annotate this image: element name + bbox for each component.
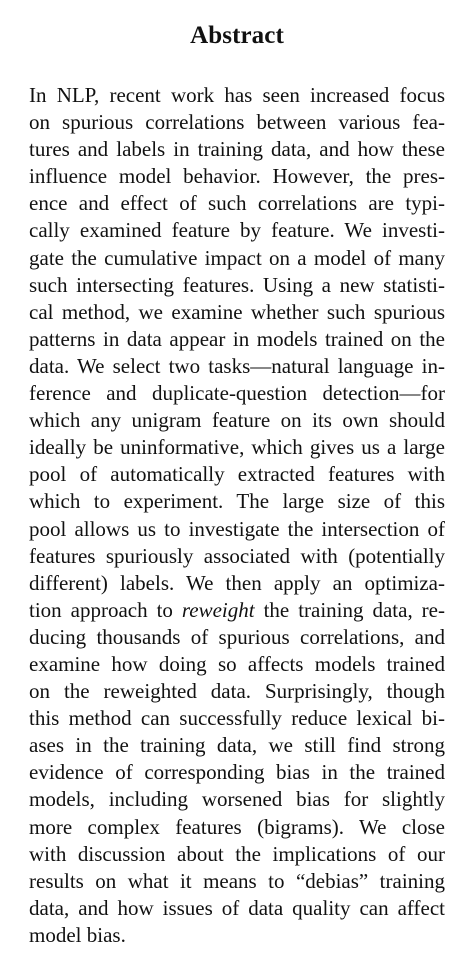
abstract-title: Abstract [190, 22, 284, 49]
abstract-line: ference and duplicate-question detection—for [29, 381, 445, 406]
line-segment: the training data, re- [254, 597, 445, 622]
abstract-line: features spuriously associated with (potentially [29, 543, 445, 568]
abstract-line: evidence of corresponding bias in the trained [29, 760, 445, 785]
abstract-line: which to experiment. The large size of this [29, 489, 445, 514]
abstract-line: data, and how issues of data quality can affect [29, 895, 445, 920]
abstract-line: data. We select two tasks—natural language in- [29, 353, 445, 378]
abstract-line: this method can successfully reduce lexical bi- [29, 706, 445, 731]
abstract-line-with-emphasis [29, 597, 445, 624]
abstract-line: more complex features (bigrams). We close [29, 814, 445, 839]
abstract-line: patterns in data appear in models trained on the [29, 326, 445, 351]
abstract-line: model bias. [29, 922, 126, 947]
abstract-line: models, including worsened bias for slightly [29, 787, 445, 812]
line-segment: tion approach to [29, 597, 182, 622]
abstract-line: pool of automatically extracted features with [29, 462, 445, 487]
abstract-line: which any unigram feature on its own should [29, 408, 445, 433]
abstract-line: on spurious correlations between various fea- [29, 110, 445, 135]
abstract-line: pool allows us to investigate the intersection of [29, 516, 445, 541]
abstract-line: cally examined feature by feature. We investi- [29, 218, 445, 243]
abstract-line: tures and labels in training data, and how these [29, 137, 445, 162]
abstract-line: such intersecting features. Using a new statisti- [29, 272, 445, 297]
emphasized-word: reweight [181, 597, 255, 622]
abstract-line: ducing thousands of spurious correlations, and [29, 624, 445, 649]
abstract-line: ases in the training data, we still find strong [29, 733, 445, 758]
abstract-line: different) labels. We then apply an optimiza- [29, 570, 445, 595]
abstract-body [29, 82, 445, 949]
abstract-line: on the reweighted data. Surprisingly, though [29, 679, 445, 704]
abstract-line: In NLP, recent work has seen increased focus [29, 83, 445, 107]
abstract-line: with discussion about the implications of our [29, 841, 445, 866]
abstract-line: influence model behavior. However, the pres- [29, 164, 445, 189]
abstract-line: results on what it means to “debias” training [29, 868, 445, 893]
abstract-line: cal method, we examine whether such spurious [29, 299, 445, 324]
abstract-line: examine how doing so affects models trained [29, 651, 445, 676]
abstract-line: ence and effect of such correlations are typi- [29, 191, 445, 216]
abstract-line: gate the cumulative impact on a model of many [29, 245, 445, 270]
abstract-line: ideally be uninformative, which gives us a large [29, 435, 445, 460]
